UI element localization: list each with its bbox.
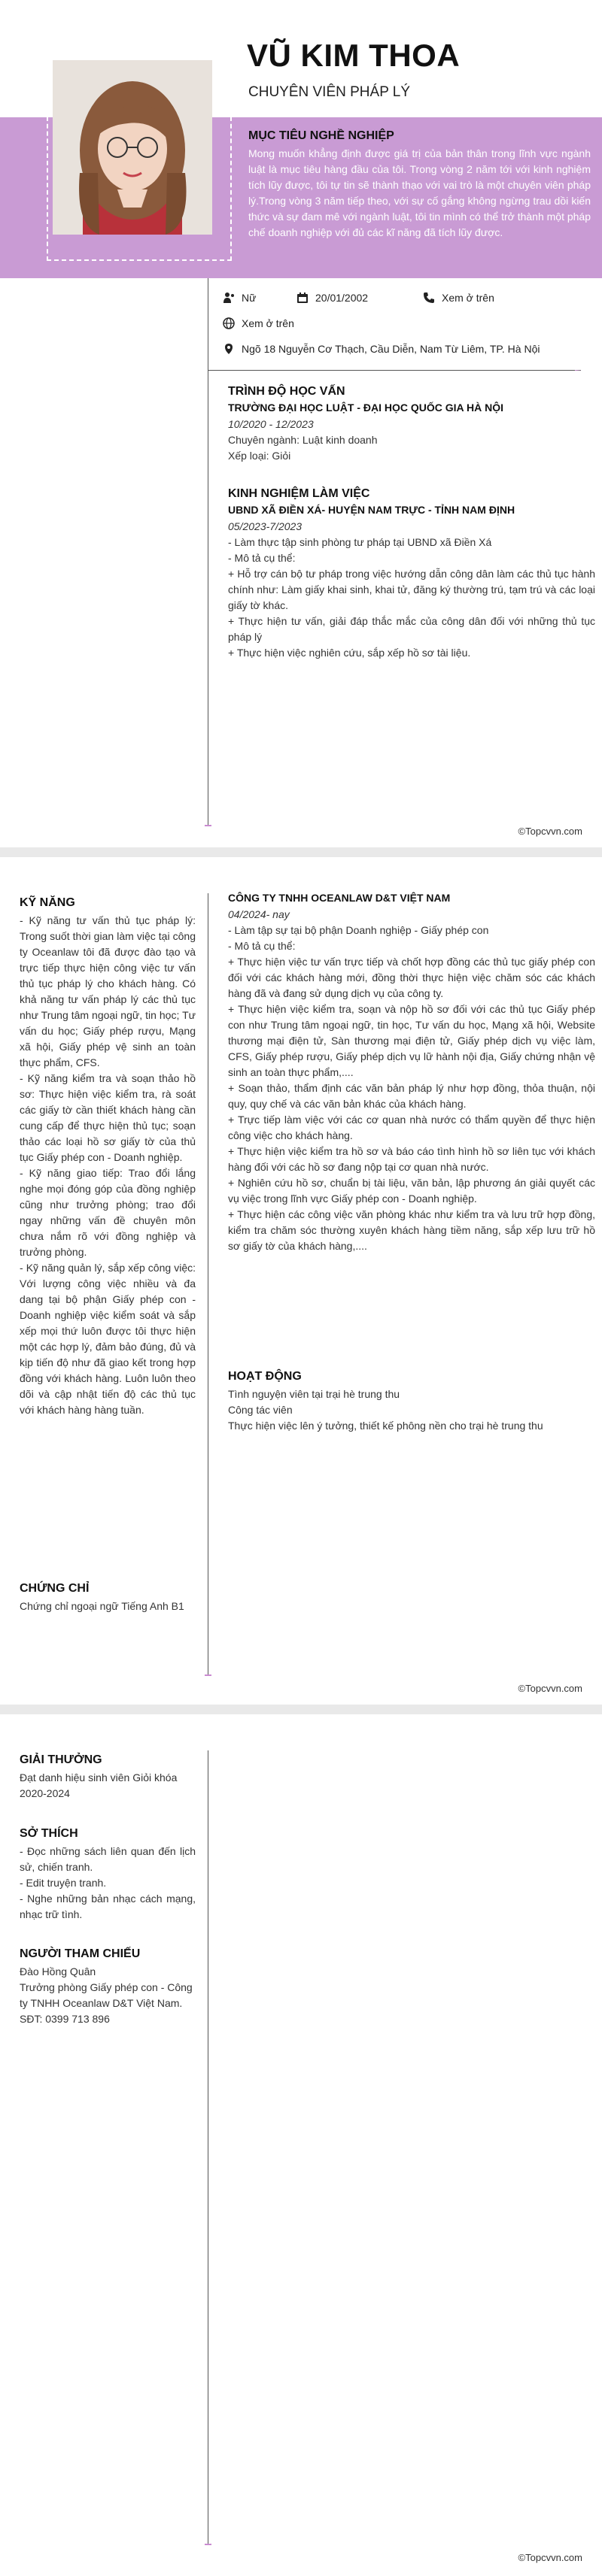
reference-section: [20, 1947, 196, 2027]
portrait-illustration: [53, 60, 212, 235]
job1-company: UBND XÃ ĐIỀN XÁ- HUYỆN NAM TRỰC - TỈNH NAM ĐỊNH: [228, 504, 515, 516]
skill-item: - Kỹ năng giao tiếp: Trao đổi lắng nghe mọi đóng góp của đồng nghiệp cũng như trưởng phòng; trao đổi ngay những vấn đề chuyên môn chưa nắm rõ với đồng nghiệp và trưởng phòng.: [20, 1167, 196, 1258]
cv-page-2: [0, 857, 602, 1705]
job2-line: + Thực hiện việc tư vấn trực tiếp và chốt hợp đồng các thủ tục giấy phép con đối với các khách hàng mới, đồng thời thực hiện việc chăm sóc các khách hàng đã và đang sử dụng dịch vụ của công ty.: [228, 956, 595, 999]
activity-line: Thực hiện việc lên ý tưởng, thiết kế phông nền cho trại hè trung thu: [228, 1420, 543, 1432]
reference-name: Đào Hồng Quân: [20, 1965, 96, 1977]
job2-period: 04/2024- nay: [228, 908, 290, 920]
page-footer: ©Topcvvn.com: [518, 826, 582, 837]
objective-section: [248, 129, 591, 241]
email-row: [223, 317, 294, 329]
candidate-title: CHUYÊN VIÊN PHÁP LÝ: [248, 84, 411, 100]
dob-value: 20/01/2002: [315, 292, 369, 304]
job1-line: + Thực hiện việc nghiên cứu, sắp xếp hồ sơ tài liệu.: [228, 647, 471, 659]
job2-company: CÔNG TY TNHH OCEANLAW D&T VIỆT NAM: [228, 892, 451, 904]
activities-heading: HOẠT ĐỘNG: [228, 1370, 302, 1383]
job1-line: + Hỗ trợ cán bộ tư pháp trong việc hướng dẫn công dân làm các thủ tục hành chính như: Làm giấy khai sinh, khai tử, đăng ký thường trú, tạm trú và các loại giấy tờ khác.: [228, 568, 595, 611]
address-value: Ngõ 18 Nguyễn Cơ Thạch, Cầu Diễn, Nam Từ Liêm, TP. Hà Nội: [242, 343, 540, 355]
phone-row: [423, 292, 494, 304]
profile-photo: [53, 60, 212, 235]
hobbies-heading: SỞ THÍCH: [20, 1827, 78, 1840]
job2-line: + Thực hiện việc kiểm tra hồ sơ và báo cáo tình hình hồ sơ liên tục với khách hàng đối với các hồ sơ đang nộp tại cơ quan nhà nước.: [228, 1145, 595, 1173]
awards-heading: GIẢI THƯỞNG: [20, 1753, 102, 1766]
skills-heading: KỸ NĂNG: [20, 896, 75, 909]
activity-line: Tình nguyện viên tại trại hè trung thu: [228, 1388, 400, 1400]
experience-heading: KINH NGHIỆM LÀM VIỆC: [228, 487, 370, 500]
reference-heading: NGƯỜI THAM CHIẾU: [20, 1947, 141, 1960]
skills-section: [20, 896, 196, 1418]
job1-period: 05/2023-7/2023: [228, 520, 303, 532]
job2-line: + Thực hiện các công việc văn phòng khác như kiểm tra và lưu trữ hợp đồng, kiểm tra chăm sóc thường xuyên khách hàng tiềm năng, sắp xếp lưu trữ hồ sơ giấy tờ của khách hàng,....: [228, 1208, 595, 1252]
awards-section: [20, 1753, 196, 1802]
certificates-section: [20, 1582, 196, 1614]
gender-row: [223, 292, 256, 304]
cv-page-3: [0, 1714, 602, 2576]
job2-line: - Làm tập sự tại bộ phận Doanh nghiệp - Giấy phép con: [228, 924, 489, 936]
hobbies-section: [20, 1827, 196, 1923]
school-name: TRƯỜNG ĐẠI HỌC LUẬT - ĐẠI HỌC QUỐC GIA HÀ NỘI: [228, 402, 504, 414]
contact-divider: [208, 370, 581, 371]
skill-item: - Kỹ năng quản lý, sắp xếp công việc: Với lượng công việc nhiều và đa dang tại bộ phận Giấy phép con - Doanh nghiệp việc kiểm soát và sắp xếp mọi thứ luôn được tôi thực hiện một các hợp lý, đảm bảo đúng, đủ và kịp tiến độ như đã giao kết trong hợp đồng với khách hàng. Luôn luôn theo dõi và cập nhật tiến độ các thủ tục với khách hàng hàng tuần.: [20, 1262, 196, 1416]
education-section: [228, 385, 595, 464]
certificate-text: Chứng chỉ ngoại ngữ Tiếng Anh B1: [20, 1600, 184, 1612]
calendar-icon: [296, 292, 309, 304]
activity-line: Công tác viên: [228, 1404, 293, 1416]
job1-line: - Mô tả cụ thể:: [228, 552, 296, 564]
reference-position: Trưởng phòng Giấy phép con - Công ty TNHH Oceanlaw D&T Việt Nam.: [20, 1981, 193, 2009]
objective-text: Mong muốn khẳng định được giá trị của bản thân trong lĩnh vực ngành luật là mục tiêu hàng đầu của tôi. Trong vòng 2 năm tới với kinh nghiệm tích lũy được, tôi tự tin sẽ thành thạo với vai trò là một chuyên viên pháp lý.Trong vòng 3 năm tiếp theo, với sự cố gắng không ngừng trau dồi kiến thức và sự đam mê với ngành luật, tôi tin mình có thể trở thành một pháp chế doanh nghiệp với đủ các kĩ năng đã tích lũy được.: [248, 147, 591, 238]
phone-icon: [423, 292, 435, 304]
gender-value: Nữ: [242, 292, 257, 304]
divider-arrow-icon: [575, 368, 582, 373]
objective-heading: MỤC TIÊU NGHỀ NGHIỆP: [248, 129, 394, 142]
phone-value: Xem ở trên: [442, 292, 494, 304]
job1-line: + Thực hiện tư vấn, giải đáp thắc mắc của công dân đối với những thủ tục pháp lý: [228, 615, 595, 643]
job2-line: + Thực hiện việc kiểm tra, soạn và nộp hồ sơ đối với các thủ tục Giấy phép con như Trung tâm ngoại ngữ, tin học, Tư vấn du học, Mạng xã hội, Website thương mại điện tử, Sàn thương mại điện tử, Giấy phép dịch vụ việc làm, CFS, Giấy phép rượu, Giấy phép dịch vụ lữ hành nội địa, Giấy chứng nhận vệ sinh an toàn thực phẩm,....: [228, 1003, 595, 1078]
education-period: 10/2020 - 12/2023: [228, 418, 314, 430]
timeline-end-mark: [205, 2544, 211, 2545]
timeline-end-mark: [205, 1674, 211, 1676]
skill-item: - Kỹ năng tư vấn thủ tục pháp lý: Trong suốt thời gian làm việc tại công ty Oceanlaw tôi đã được đào tạo và trực tiếp thực hiện công việc tư vấn thủ tục pháp lý cho khách hàng. Có khả năng tư vấn pháp lý các thủ tục như Trung tâm ngoại ngữ, tin học; Tư vấn du học; Giấy phép rượu, Mạng xã hội, Giấy phép vệ sinh an toàn thực phẩm, CFS.: [20, 914, 196, 1068]
reference-phone: SĐT: 0399 713 896: [20, 2013, 110, 2025]
award-text: Đạt danh hiệu sinh viên Giỏi khóa 2020-2024: [20, 1771, 178, 1799]
job2-line: - Mô tả cụ thể:: [228, 940, 296, 952]
location-pin-icon: [223, 343, 235, 355]
candidate-name: VŨ KIM THOA: [247, 38, 461, 73]
page-footer: ©Topcvvn.com: [518, 2552, 582, 2563]
education-heading: TRÌNH ĐỘ HỌC VẤN: [228, 385, 345, 398]
experience-section: [228, 487, 595, 661]
job2-line: + Trực tiếp làm việc với các cơ quan nhà nước có thẩm quyền để thực hiện công việc cho khách hàng.: [228, 1114, 595, 1141]
job2-line: + Soạn thảo, thẩm định các văn bản pháp lý như hợp đồng, thỏa thuận, nội quy, quy chế và các văn bản khác của khách hàng.: [228, 1082, 595, 1110]
globe-icon: [223, 317, 235, 329]
job1-line: - Làm thực tập sinh phòng tư pháp tại UBND xã Điền Xá: [228, 536, 492, 548]
timeline-end-mark: [205, 825, 211, 826]
skill-item: - Kỹ năng kiểm tra và soạn thảo hồ sơ: Thực hiện việc kiểm tra, rà soát các giấy tờ cần thiết khách hàng cần cung cấp để thực hiện thủ tục; soạn thảo các loại hồ sơ giấy tờ của thủ tục Giấy phép con - Doanh nghiệp.: [20, 1072, 196, 1163]
hobby-item: - Edit truyện tranh.: [20, 1877, 107, 1889]
certificates-heading: CHỨNG CHỈ: [20, 1582, 90, 1595]
education-major: Chuyên ngành: Luật kinh doanh: [228, 434, 378, 446]
job2-line: + Nghiên cứu hồ sơ, chuẩn bị tài liệu, văn bản, lập phương án giải quyết các vụ việc trong lĩnh vực Giấy phép con - Doanh nghiệp.: [228, 1177, 595, 1205]
gender-icon: [223, 292, 235, 304]
activities-section: [228, 1370, 595, 1434]
address-row: [223, 343, 540, 355]
email-value: Xem ở trên: [242, 317, 294, 329]
hobby-item: - Đọc những sách liên quan đến lịch sử, chiến tranh.: [20, 1845, 196, 1873]
dob-row: [296, 292, 368, 304]
page-footer: ©Topcvvn.com: [518, 1683, 582, 1694]
cv-page-1: [0, 0, 602, 847]
hobby-item: - Nghe những bản nhạc cách mạng, nhạc trữ tình.: [20, 1893, 196, 1920]
experience-continued: [228, 892, 595, 1254]
education-rank: Xếp loại: Giỏi: [228, 450, 291, 462]
